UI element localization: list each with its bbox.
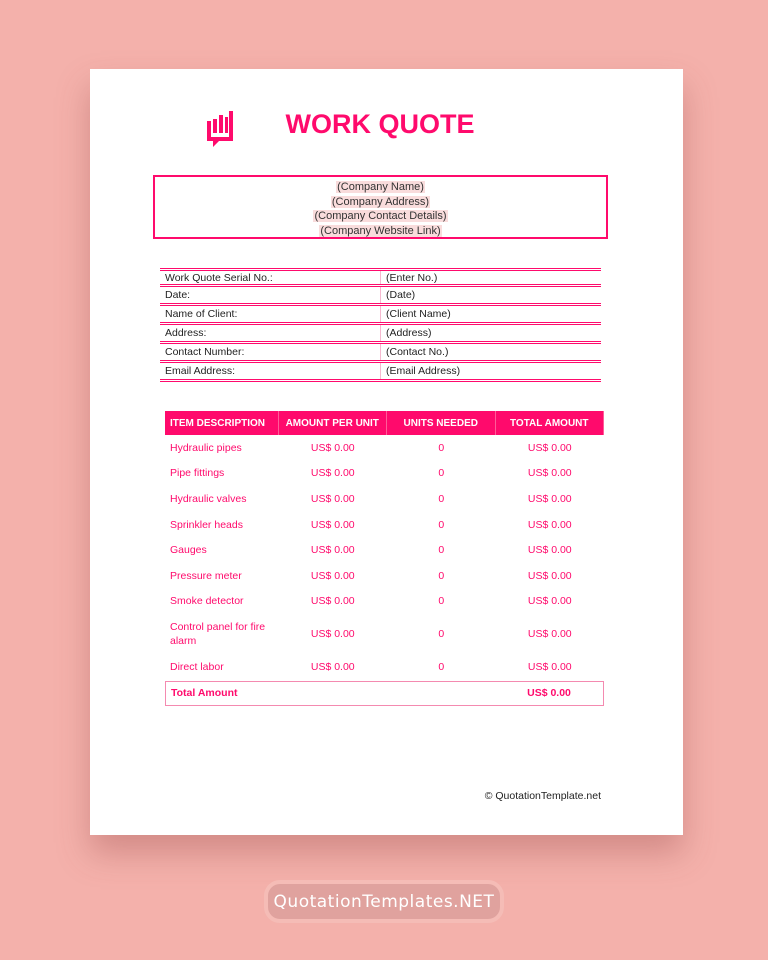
table-row xyxy=(165,486,604,512)
item-total[interactable]: US$ 0.00 xyxy=(527,660,572,673)
units-needed[interactable]: 0 xyxy=(438,660,445,673)
table-row xyxy=(165,614,604,654)
total-row xyxy=(165,681,604,706)
item-description[interactable]: Smoke detector xyxy=(170,595,244,608)
units-needed[interactable]: 0 xyxy=(438,467,445,480)
amount-per-unit[interactable]: US$ 0.00 xyxy=(310,492,355,505)
info-row xyxy=(160,268,601,287)
amount-per-unit[interactable]: US$ 0.00 xyxy=(310,467,355,480)
amount-per-unit[interactable]: US$ 0.00 xyxy=(310,441,355,454)
item-total[interactable]: US$ 0.00 xyxy=(527,628,572,641)
info-value[interactable]: (Address) xyxy=(386,327,432,339)
company-address[interactable]: (Company Address) xyxy=(331,195,430,208)
item-total[interactable]: US$ 0.00 xyxy=(527,441,572,454)
info-value[interactable]: (Client Name) xyxy=(386,308,451,320)
page-title: WORK QUOTE xyxy=(285,109,475,139)
info-label: Email Address: xyxy=(160,363,381,379)
amount-per-unit[interactable]: US$ 0.00 xyxy=(310,569,355,582)
item-total[interactable]: US$ 0.00 xyxy=(527,544,572,557)
client-info-table xyxy=(160,268,601,382)
table-row xyxy=(165,537,604,563)
table-row xyxy=(165,512,604,538)
company-website[interactable]: (Company Website Link) xyxy=(320,224,441,237)
item-description[interactable]: Hydraulic valves xyxy=(170,492,247,505)
total-label: Total Amount xyxy=(171,687,238,700)
info-label: Name of Client: xyxy=(160,306,381,322)
units-needed[interactable]: 0 xyxy=(438,628,445,641)
column-header: UNITS NEEDED xyxy=(387,411,496,435)
units-needed[interactable]: 0 xyxy=(438,492,445,505)
table-row xyxy=(165,563,604,589)
items-table xyxy=(165,411,604,706)
units-needed[interactable]: 0 xyxy=(438,595,445,608)
item-description[interactable]: Direct labor xyxy=(170,660,224,673)
info-label: Contact Number: xyxy=(160,344,381,360)
info-row xyxy=(160,306,601,325)
column-header: ITEM DESCRIPTION xyxy=(165,411,279,435)
units-needed[interactable]: 0 xyxy=(438,518,445,531)
info-row xyxy=(160,344,601,363)
table-row xyxy=(165,461,604,487)
item-description[interactable]: Sprinkler heads xyxy=(170,518,243,531)
item-total[interactable]: US$ 0.00 xyxy=(527,467,572,480)
company-details-box xyxy=(153,175,608,239)
info-label: Date: xyxy=(160,287,381,303)
amount-per-unit[interactable]: US$ 0.00 xyxy=(310,628,355,641)
company-name[interactable]: (Company Name) xyxy=(337,181,424,193)
item-total[interactable]: US$ 0.00 xyxy=(527,569,572,582)
units-needed[interactable]: 0 xyxy=(438,544,445,557)
info-row xyxy=(160,363,601,382)
info-label: Work Quote Serial No.: xyxy=(160,271,381,284)
table-header xyxy=(165,411,604,435)
item-total[interactable]: US$ 0.00 xyxy=(527,518,572,531)
units-needed[interactable]: 0 xyxy=(438,569,445,582)
item-total[interactable]: US$ 0.00 xyxy=(527,492,572,505)
column-header: TOTAL AMOUNT xyxy=(496,411,605,435)
info-row xyxy=(160,325,601,344)
amount-per-unit[interactable]: US$ 0.00 xyxy=(310,660,355,673)
column-header: AMOUNT PER UNIT xyxy=(279,411,388,435)
info-label: Address: xyxy=(160,325,381,341)
table-row xyxy=(165,435,604,461)
item-description[interactable]: Control panel for fire alarm xyxy=(170,621,266,648)
info-value[interactable]: (Email Address) xyxy=(386,365,461,377)
item-description[interactable]: Gauges xyxy=(170,544,207,557)
site-badge[interactable]: QuotationTemplates.NET xyxy=(264,880,504,923)
quote-document xyxy=(90,69,683,835)
amount-per-unit[interactable]: US$ 0.00 xyxy=(310,544,355,557)
amount-per-unit[interactable]: US$ 0.00 xyxy=(310,595,355,608)
item-total[interactable]: US$ 0.00 xyxy=(527,595,572,608)
total-value: US$ 0.00 xyxy=(527,687,571,700)
item-description[interactable]: Pressure meter xyxy=(170,569,242,582)
item-description[interactable]: Hydraulic pipes xyxy=(170,441,242,454)
info-value[interactable]: (Date) xyxy=(386,289,416,301)
item-description[interactable]: Pipe fittings xyxy=(170,467,225,480)
copyright-text: © QuotationTemplate.net xyxy=(484,790,601,802)
info-value[interactable]: (Contact No.) xyxy=(386,346,449,358)
info-row xyxy=(160,287,601,306)
chart-logo-icon xyxy=(205,109,235,149)
table-row xyxy=(165,589,604,615)
company-contact[interactable]: (Company Contact Details) xyxy=(314,210,447,222)
amount-per-unit[interactable]: US$ 0.00 xyxy=(310,518,355,531)
table-row xyxy=(165,654,604,680)
info-value[interactable]: (Enter No.) xyxy=(386,271,438,284)
units-needed[interactable]: 0 xyxy=(438,441,445,454)
